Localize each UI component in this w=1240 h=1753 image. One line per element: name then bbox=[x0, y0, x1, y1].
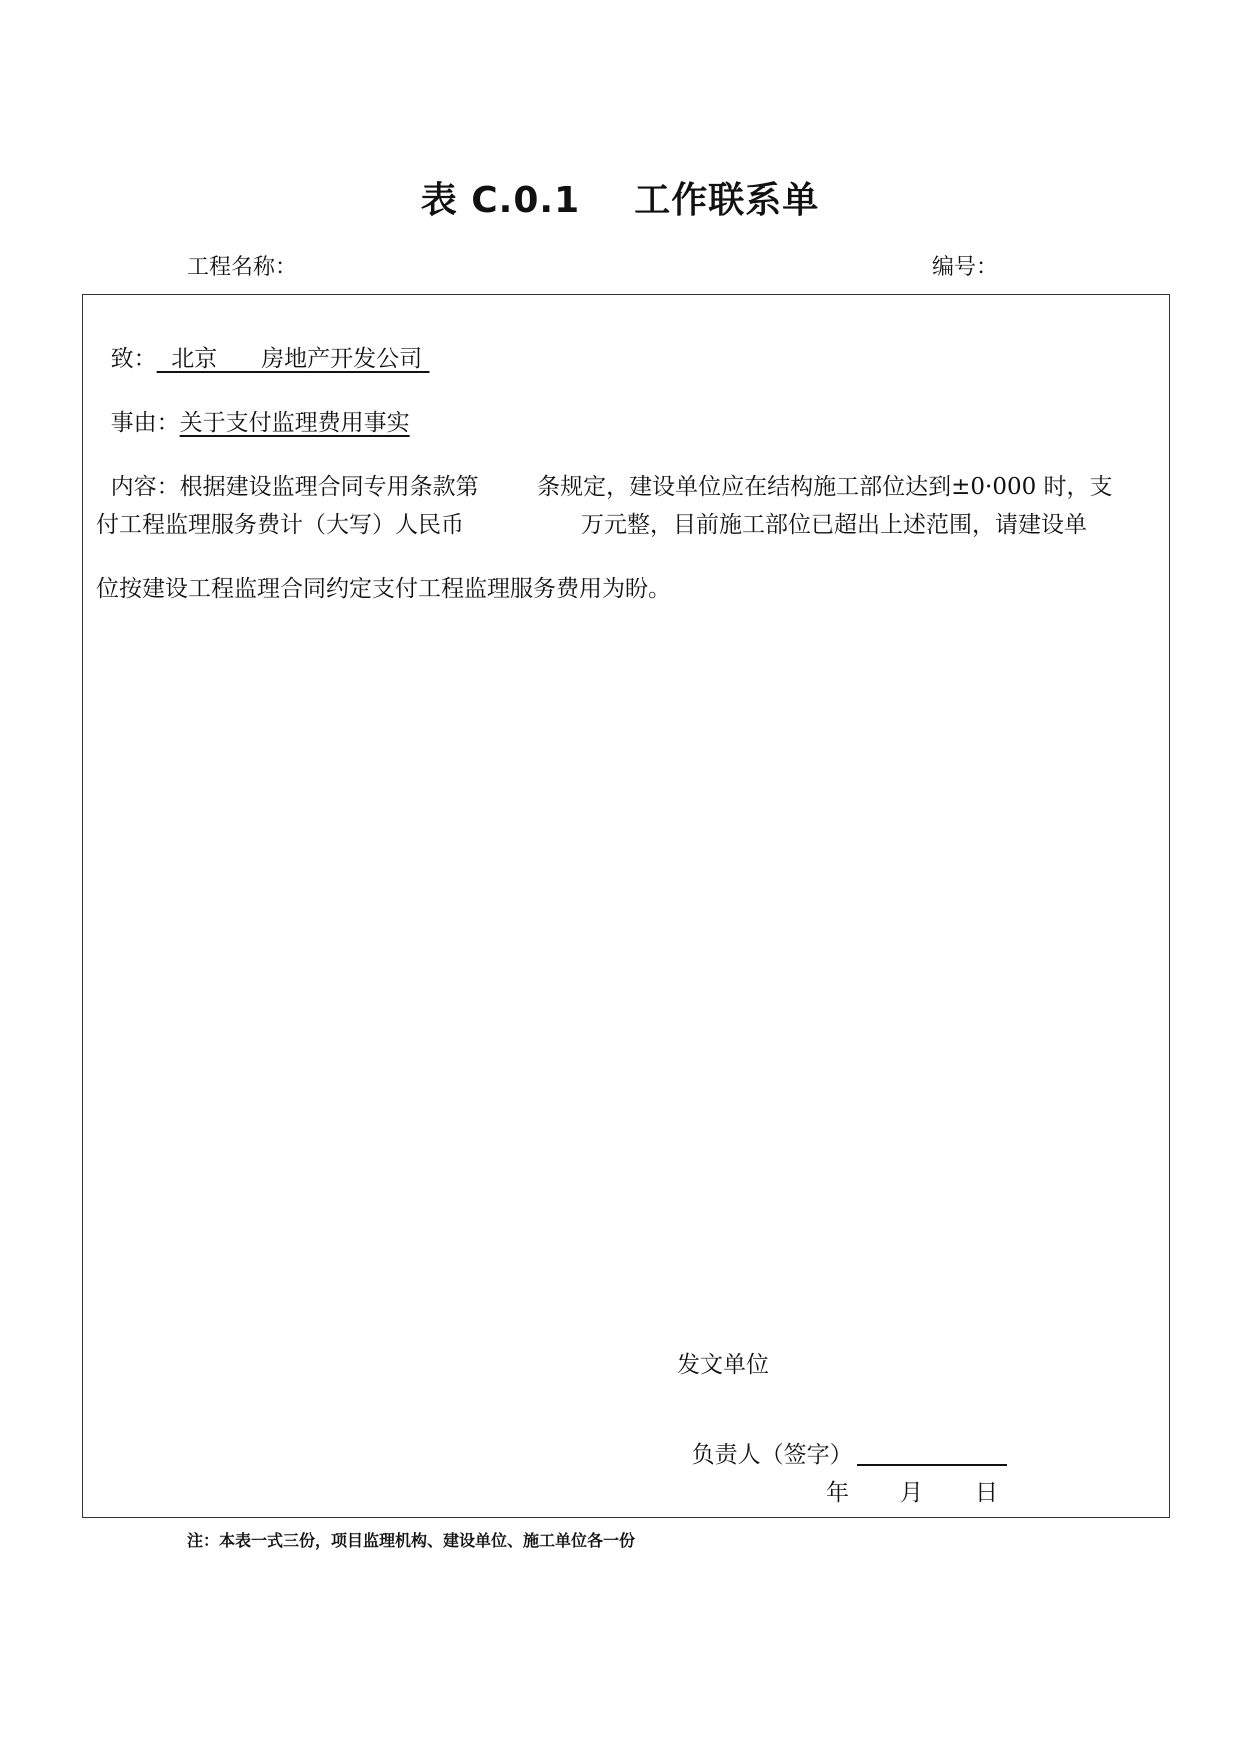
issuer-label: 发文单位 bbox=[677, 1352, 769, 1378]
date-month-label: 月 bbox=[900, 1480, 923, 1506]
content-text-line: 付工程监理服务费计（大写）人民币 万元整，目前施工部位已超出上述范围，请建设单 bbox=[96, 512, 1087, 538]
footnote: 注：本表一式三份，项目监理机构、建设单位、施工单位各一份 bbox=[187, 1531, 636, 1550]
document-number-label: 编号： bbox=[932, 255, 999, 280]
subject-row bbox=[96, 378, 410, 437]
project-name-label: 工程名称： bbox=[187, 255, 298, 280]
page-title: 表 C.0.1 工作联系单 bbox=[420, 180, 820, 221]
content-text-line: 位按建设工程监理合同约定支付工程监理服务费用为盼。 bbox=[96, 576, 671, 602]
content-text-line: 根据建设监理合同专用条款第 条规定，建设单位应在结构施工部位达到±0·000 时，支 bbox=[179, 474, 1113, 500]
content-label: 内容： bbox=[110, 474, 180, 500]
recipient-value: 北京 房地产开发公司 bbox=[156, 346, 430, 372]
date-day-label: 日 bbox=[975, 1480, 998, 1506]
recipient-row bbox=[96, 314, 429, 373]
signer-label: 负责人（签字） bbox=[691, 1442, 853, 1468]
date-year-label: 年 bbox=[826, 1480, 849, 1506]
content-row-1 bbox=[96, 442, 1113, 501]
recipient-label: 致： bbox=[110, 346, 157, 372]
signer-row bbox=[677, 1410, 1007, 1469]
signature-line bbox=[857, 1463, 1007, 1466]
subject-label: 事由： bbox=[110, 410, 180, 436]
subject-value: 关于支付监理费用事实 bbox=[179, 410, 410, 436]
